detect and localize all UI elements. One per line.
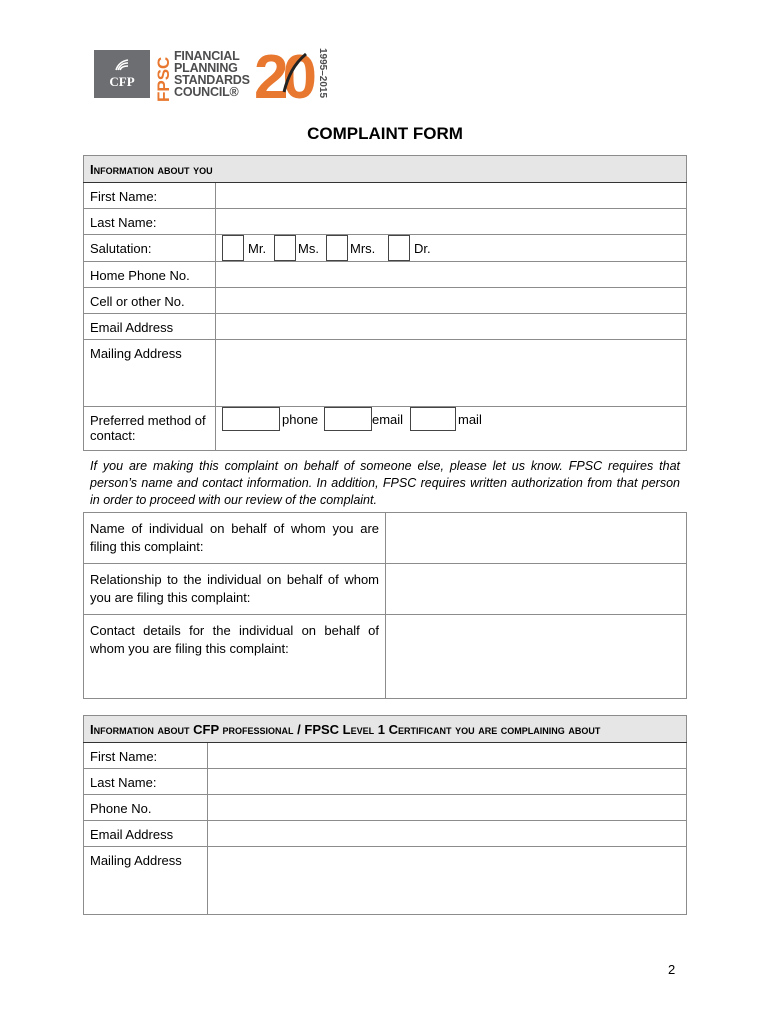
preferred-contact-label: Preferred method of contact: <box>84 407 216 451</box>
preferred-contact-options <box>216 407 687 451</box>
cfp-text: CFP <box>109 74 135 89</box>
section-header-text: Information about you <box>90 161 213 177</box>
home-phone-label: Home Phone No. <box>84 262 216 288</box>
mrs-label: Mrs. <box>350 241 376 256</box>
section-header-text: Information about CFP professional / FPSC Level 1 Certificant you are complaining about <box>90 721 601 737</box>
cell-phone-field[interactable] <box>216 288 687 314</box>
twenty-anniversary-mark <box>254 43 312 112</box>
ms-label: Ms. <box>298 241 319 256</box>
section-header <box>84 156 687 183</box>
last-name-field[interactable] <box>216 209 687 235</box>
mr-checkbox[interactable] <box>222 235 244 261</box>
salutation-label: Salutation: <box>84 235 216 262</box>
mr-label: Mr. <box>248 241 267 256</box>
mail-option-label: mail <box>458 412 482 427</box>
email-option-label: email <box>372 412 404 427</box>
email-checkbox[interactable] <box>324 407 372 431</box>
cfp-mark-icon <box>114 58 130 72</box>
email-field[interactable] <box>216 314 687 340</box>
page-number: 2 <box>668 962 676 977</box>
dr-checkbox[interactable] <box>388 235 410 261</box>
mrs-checkbox[interactable] <box>326 235 348 261</box>
svg-text:FPSC: FPSC <box>154 56 173 102</box>
relationship-field[interactable] <box>386 564 687 615</box>
last-name-label: Last Name: <box>84 209 216 235</box>
contact-details-label: Contact details for the individual on behalf of whom you are filing this complaint: <box>84 615 386 699</box>
first-name-field[interactable] <box>216 183 687 209</box>
phone-checkbox[interactable] <box>222 407 280 431</box>
ms-checkbox[interactable] <box>274 235 296 261</box>
pro-first-name-field[interactable] <box>208 743 687 769</box>
home-phone-field[interactable] <box>216 262 687 288</box>
professional-info-table <box>83 715 687 915</box>
pro-first-name-label: First Name: <box>84 743 208 769</box>
pro-last-name-label: Last Name: <box>84 769 208 795</box>
pro-mailing-field[interactable] <box>208 847 687 915</box>
cfp-logo-box <box>94 50 150 98</box>
pro-email-label: Email Address <box>84 821 208 847</box>
svg-text:20: 20 <box>254 43 311 112</box>
pro-mailing-label: Mailing Address <box>84 847 208 915</box>
on-behalf-note: If you are making this complaint on behalf of someone else, please let us know. FPSC requires that person’s name and contact information. In addition, FPSC requires written authorization from that person in order to proceed with our review of the complaint. <box>90 459 680 507</box>
mailing-address-field[interactable] <box>216 340 687 407</box>
fpsc-logo <box>94 43 334 112</box>
council-name: FINANCIAL PLANNING STANDARDS COUNCIL® <box>174 49 250 99</box>
dr-label: Dr. <box>414 241 431 256</box>
phone-option-label: phone <box>282 412 319 427</box>
section-header <box>84 716 687 743</box>
salutation-options <box>216 235 687 262</box>
name-individual-label: Name of individual on behalf of whom you are filing this complaint: <box>84 513 386 564</box>
years-vertical-text <box>310 48 328 102</box>
first-name-label: First Name: <box>84 183 216 209</box>
info-about-you-table <box>83 155 687 451</box>
fpsc-vertical-text <box>154 52 172 102</box>
page-title: COMPLAINT FORM <box>307 124 463 143</box>
pro-phone-field[interactable] <box>208 795 687 821</box>
name-individual-field[interactable] <box>386 513 687 564</box>
mail-checkbox[interactable] <box>410 407 456 431</box>
pro-email-field[interactable] <box>208 821 687 847</box>
mailing-address-label: Mailing Address <box>84 340 216 407</box>
svg-text:1995–2015: 1995–2015 <box>317 48 328 99</box>
contact-details-field[interactable] <box>386 615 687 699</box>
email-label: Email Address <box>84 314 216 340</box>
cell-phone-label: Cell or other No. <box>84 288 216 314</box>
pro-last-name-field[interactable] <box>208 769 687 795</box>
relationship-label: Relationship to the individual on behalf of whom you are filing this complaint: <box>84 564 386 615</box>
on-behalf-table <box>83 512 687 699</box>
pro-phone-label: Phone No. <box>84 795 208 821</box>
